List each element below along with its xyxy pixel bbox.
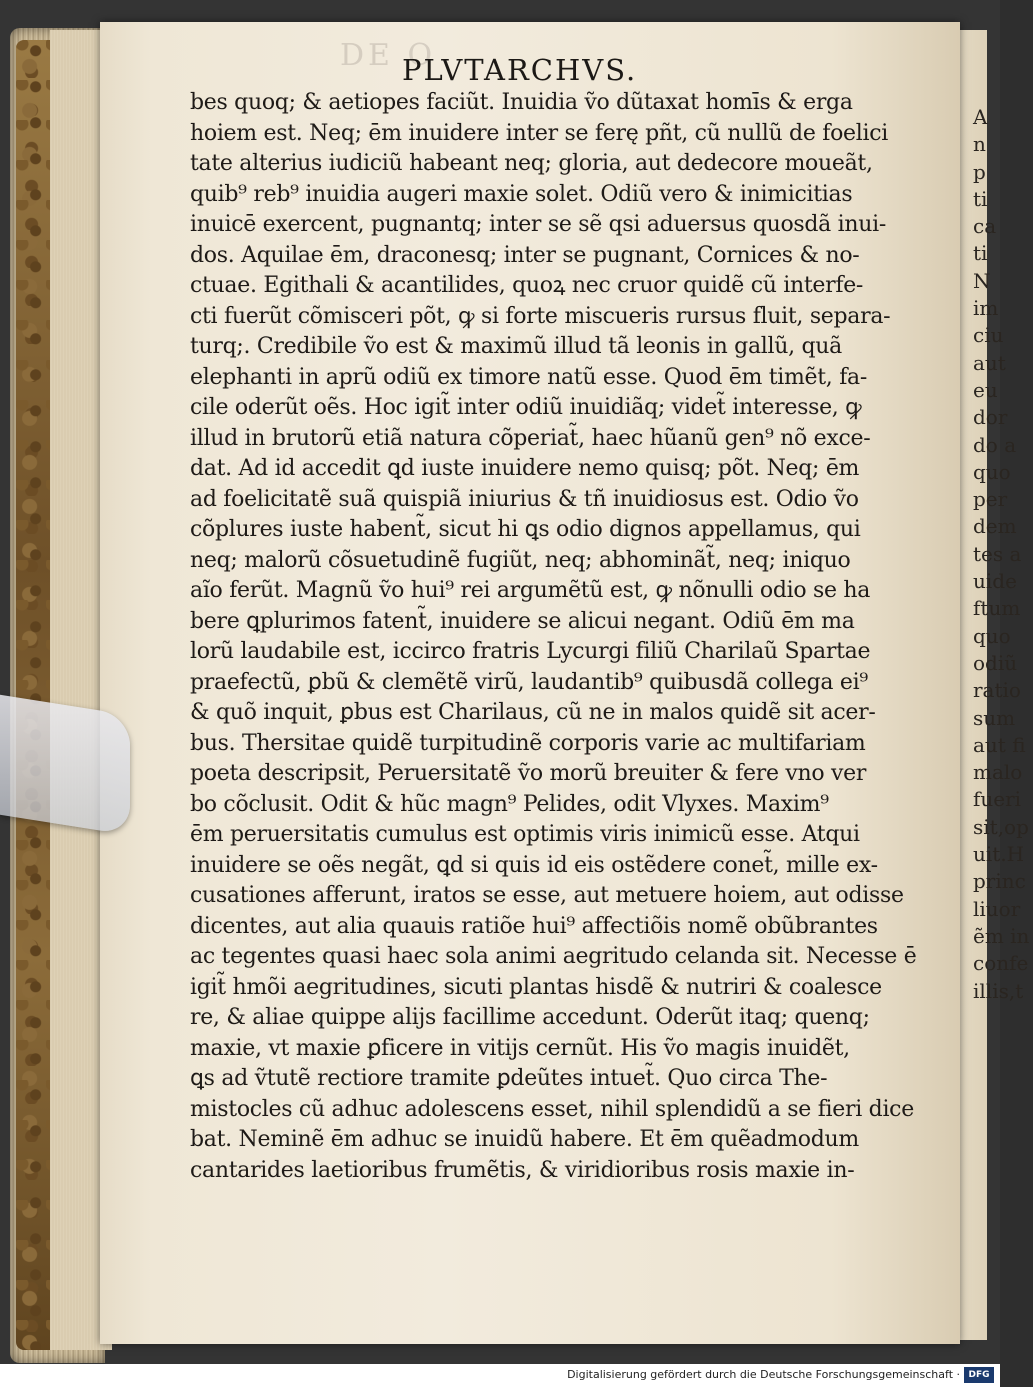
text-line: cusationes afferunt, iratos se esse, aut metuere hoiem, aut odisse [190,883,904,908]
facing-fragment: p [973,159,986,184]
text-line: tate alterius iudiciũ habeant neq; gloria, aut dedecore moueãt, [190,151,873,176]
facing-fragment: do a [973,432,1017,457]
text-line: ad foelicitatẽ suã quispiã iniurius & tñ inuidiosus est. Odio ṽo [190,486,859,512]
facing-fragment: illis,t [973,978,1024,1003]
facing-fragment: im [973,296,999,321]
facing-fragment: quo [973,459,1011,484]
text-line: mistocles cũ adhuc adolescens esset, nihil splendidũ a se fieri dice [190,1096,914,1122]
text-line: re, & aliae quippe alijs facillime accedunt. Oderũt itaq; quenq; [190,1005,870,1030]
text-line: ac tegentes quasi haec sola animi aegritudo celanda sit. Necesse ē [190,944,917,969]
facing-fragment: dor [973,405,1008,430]
facing-fragment: ca [973,214,997,239]
facing-fragment: princ [973,869,1026,894]
facing-fragment: malo [973,760,1023,785]
text-line: turq;. Credibile ṽo est & maximũ illud tã leonis in gallũ, quã [190,334,842,359]
facing-page-text [973,104,1033,1005]
show-through-heading: DE O [340,38,437,73]
facing-fragment: confe [973,951,1029,976]
text-line: dicentes, aut alia quauis ratiõe hui⁹ affectiõis nomẽ obũbrantes [190,913,878,939]
text-line: inuicē exercent, pugnantq; inter se sẽ qsi aduersus quosdã inui- [190,212,887,237]
text-line: aĩo ferũt. Magnũ ṽo hui⁹ rei argumẽtũ est, ꝙ nõnulli odio se ha [190,578,871,603]
facing-fragment: n [973,132,986,157]
footer-bar [0,1364,1000,1387]
text-line: cantarides laetioribus frumẽtis, & viridioribus rosis maxie in- [190,1157,855,1183]
facing-fragment: dem [973,514,1017,539]
dfg-logo: DFG [964,1367,994,1383]
text-line: bes quoq; & aetiopes faciũt. Inuidia ṽo dũtaxat homīs & erga [190,90,853,115]
text-line: hoiem est. Neq; ēm inuidere inter se ferę pñt, cũ nullũ de foelici [190,120,888,146]
footer-credit: Digitalisierung gefördert durch die Deutsche Forschungsgemeinschaft · [567,1368,960,1381]
text-line: neq; malorũ cõsuetudinẽ fugiũt, neq; abhominãt̃, neq; iniquo [190,547,851,573]
text-line: cti fuerũt cõmisceri põt, ꝙ si forte miscueris rursus fluit, separa- [190,303,891,329]
marbled-cover [16,40,50,1350]
facing-fragment: sit,op [973,814,1029,839]
facing-fragment: aut [973,350,1006,375]
facing-fragment: A [973,105,988,129]
text-line: ēm peruersitatis cumulus est optimis viris inimicũ esse. Atqui [190,822,860,847]
text-line: igit̃ hmõi aegritudines, sicuti plantas hisdẽ & nutriri & coalesce [190,974,882,1000]
facing-fragment: tes a [973,541,1022,566]
facing-fragment: liuor [973,896,1021,921]
text-line: illud in brutorũ etiã natura cõperiat̃, haec hũanũ gen⁹ nõ exce- [190,425,871,451]
facing-fragment: ciu [973,323,1004,348]
text-line: inuidere se oẽs negãt, ꝗd si quis id eis ostẽdere conet̃, mille ex- [190,852,878,878]
text-line: bus. Thersitae quidẽ turpitudinẽ corporis varie ac multifariam [190,730,866,756]
text-line: elephanti in aprũ odiũ ex timore natũ esse. Quod ēm timẽt, fa- [190,364,867,390]
text-line: dos. Aquilae ēm, draconesq; inter se pugnant, Cornices & no- [190,242,860,268]
facing-fragment: fueri [973,787,1022,812]
facing-fragment: eu [973,377,998,402]
text-line: maxie, vt maxie ꝑficere in vitijs cernũt. His ṽo magis inuidẽt, [190,1035,850,1061]
text-line: praefectũ, ꝑbũ & clemẽtẽ virũ, laudantib⁹ quibusdã collega ei⁹ [190,669,868,695]
text-line: bo cõclusit. Odit & hũc magn⁹ Pelides, odit Vlyxes. Maxim⁹ [190,791,829,817]
text-line: bat. Neminẽ ēm adhuc se inuidũ habere. Et ēm quẽadmodum [190,1127,859,1152]
facing-fragment: aut fi [973,732,1026,757]
text-line: dat. Ad id accedit ꝗd iuste inuidere nemo quisq; põt. Neq; ēm [190,456,860,481]
text-line: cile oderũt oẽs. Hoc igit̃ inter odiũ inuidiãq; videt̃ interesse, ꝙ [190,395,862,420]
facing-fragment: ratio [973,678,1021,703]
facing-fragment: ẽm in [973,923,1030,948]
facing-fragment: sum [973,705,1016,730]
running-head: PLVTARCHVS. [402,53,638,87]
facing-fragment: ti [973,186,988,211]
facing-fragment: per [973,487,1008,512]
facing-fragment: ftum [973,596,1021,621]
body-text [190,88,917,1186]
text-line: poeta descripsit, Peruersitatẽ ṽo morũ breuiter & fere vno ver [190,761,867,786]
facing-fragment: odiũ [973,650,1018,675]
facing-fragment: uide [973,569,1017,594]
page-clip [0,695,130,836]
text-line: cõplures iuste habent̃, sicut hi ꝗs odio dignos appellamus, qui [190,517,861,542]
text-line: lorũ laudabile est, iccirco fratris Lycurgi filiũ Charilaũ Spartae [190,639,871,664]
text-line: ꝗs ad ṽtutẽ rectiore tramite ꝑdeũtes intuet̃. Quo circa The- [190,1066,828,1091]
text-line: bere ꝗplurimos fatent̃, inuidere se alicui negant. Odiũ ēm ma [190,608,855,634]
facing-fragment: quo [973,623,1011,648]
text-line: & quõ inquit, ꝑbus est Charilaus, cũ ne in malos quidẽ sit acer- [190,700,876,725]
text-line: ctuae. Egithali & acantilides, quoꝝ nec cruor quidẽ cũ interfe- [190,273,864,298]
facing-fragment: N [973,268,991,293]
facing-fragment: uit.H [973,842,1025,867]
text-line: quib⁹ reb⁹ inuidia augeri maxie solet. Odiũ vero & inimicitias [190,181,853,207]
facing-fragment: ti [973,241,988,266]
